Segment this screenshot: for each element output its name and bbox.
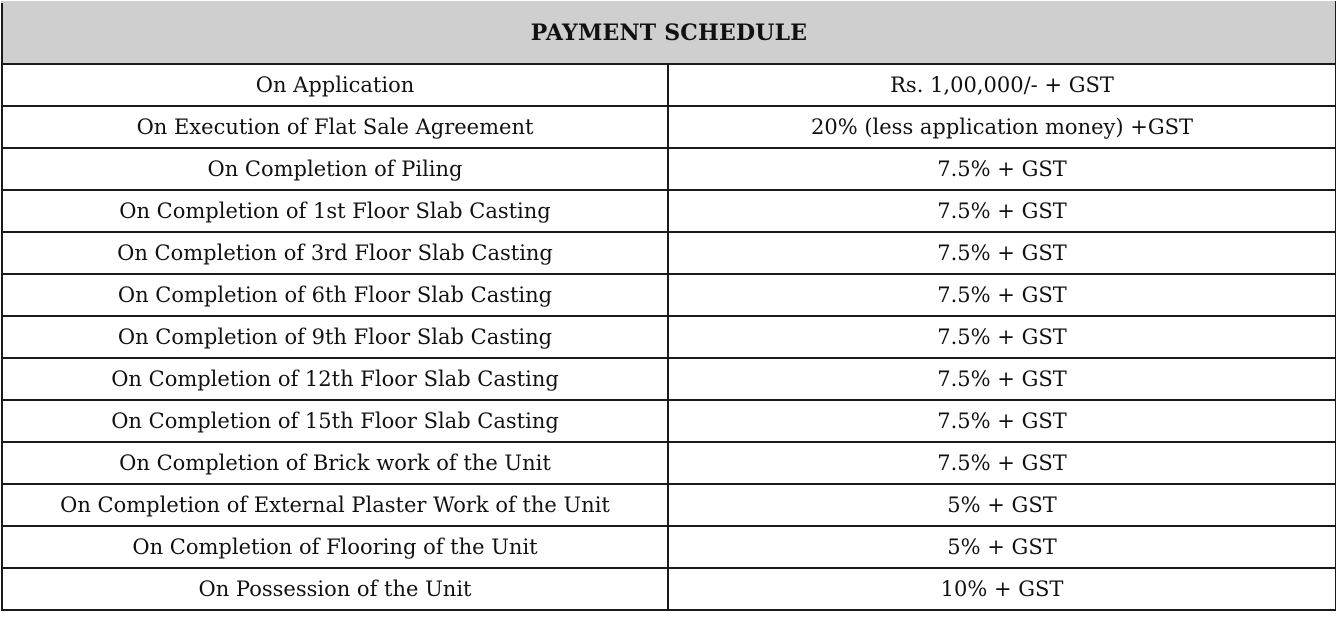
amount-cell: 7.5% + GST	[668, 274, 1336, 316]
table-row	[2, 316, 1336, 358]
stage-cell: On Execution of Flat Sale Agreement	[2, 106, 668, 148]
amount-cell: 20% (less application money) +GST	[668, 106, 1336, 148]
amount-cell: Rs. 1,00,000/- + GST	[668, 64, 1336, 106]
stage-cell: On Completion of 6th Floor Slab Casting	[2, 274, 668, 316]
stage-cell: On Completion of Flooring of the Unit	[2, 526, 668, 568]
table-row	[2, 190, 1336, 232]
amount-cell: 7.5% + GST	[668, 442, 1336, 484]
table-row	[2, 484, 1336, 526]
stage-cell: On Application	[2, 64, 668, 106]
table-row	[2, 358, 1336, 400]
table-row	[2, 64, 1336, 106]
table-title: PAYMENT SCHEDULE	[2, 2, 1336, 64]
amount-cell: 7.5% + GST	[668, 232, 1336, 274]
payment-schedule-table	[1, 1, 1336, 611]
amount-cell: 7.5% + GST	[668, 358, 1336, 400]
table-row	[2, 148, 1336, 190]
amount-cell: 7.5% + GST	[668, 400, 1336, 442]
table-row	[2, 400, 1336, 442]
table-row	[2, 106, 1336, 148]
table-body	[2, 64, 1336, 610]
table-row	[2, 526, 1336, 568]
table-header-row	[2, 2, 1336, 64]
stage-cell: On Completion of External Plaster Work of the Unit	[2, 484, 668, 526]
amount-cell: 7.5% + GST	[668, 190, 1336, 232]
stage-cell: On Completion of 12th Floor Slab Casting	[2, 358, 668, 400]
table-row	[2, 232, 1336, 274]
table-row	[2, 442, 1336, 484]
amount-cell: 5% + GST	[668, 484, 1336, 526]
amount-cell: 7.5% + GST	[668, 148, 1336, 190]
table-row	[2, 568, 1336, 610]
stage-cell: On Completion of 1st Floor Slab Casting	[2, 190, 668, 232]
table-row	[2, 274, 1336, 316]
amount-cell: 10% + GST	[668, 568, 1336, 610]
stage-cell: On Completion of 3rd Floor Slab Casting	[2, 232, 668, 274]
stage-cell: On Possession of the Unit	[2, 568, 668, 610]
stage-cell: On Completion of Piling	[2, 148, 668, 190]
stage-cell: On Completion of 15th Floor Slab Casting	[2, 400, 668, 442]
amount-cell: 5% + GST	[668, 526, 1336, 568]
amount-cell: 7.5% + GST	[668, 316, 1336, 358]
stage-cell: On Completion of Brick work of the Unit	[2, 442, 668, 484]
stage-cell: On Completion of 9th Floor Slab Casting	[2, 316, 668, 358]
